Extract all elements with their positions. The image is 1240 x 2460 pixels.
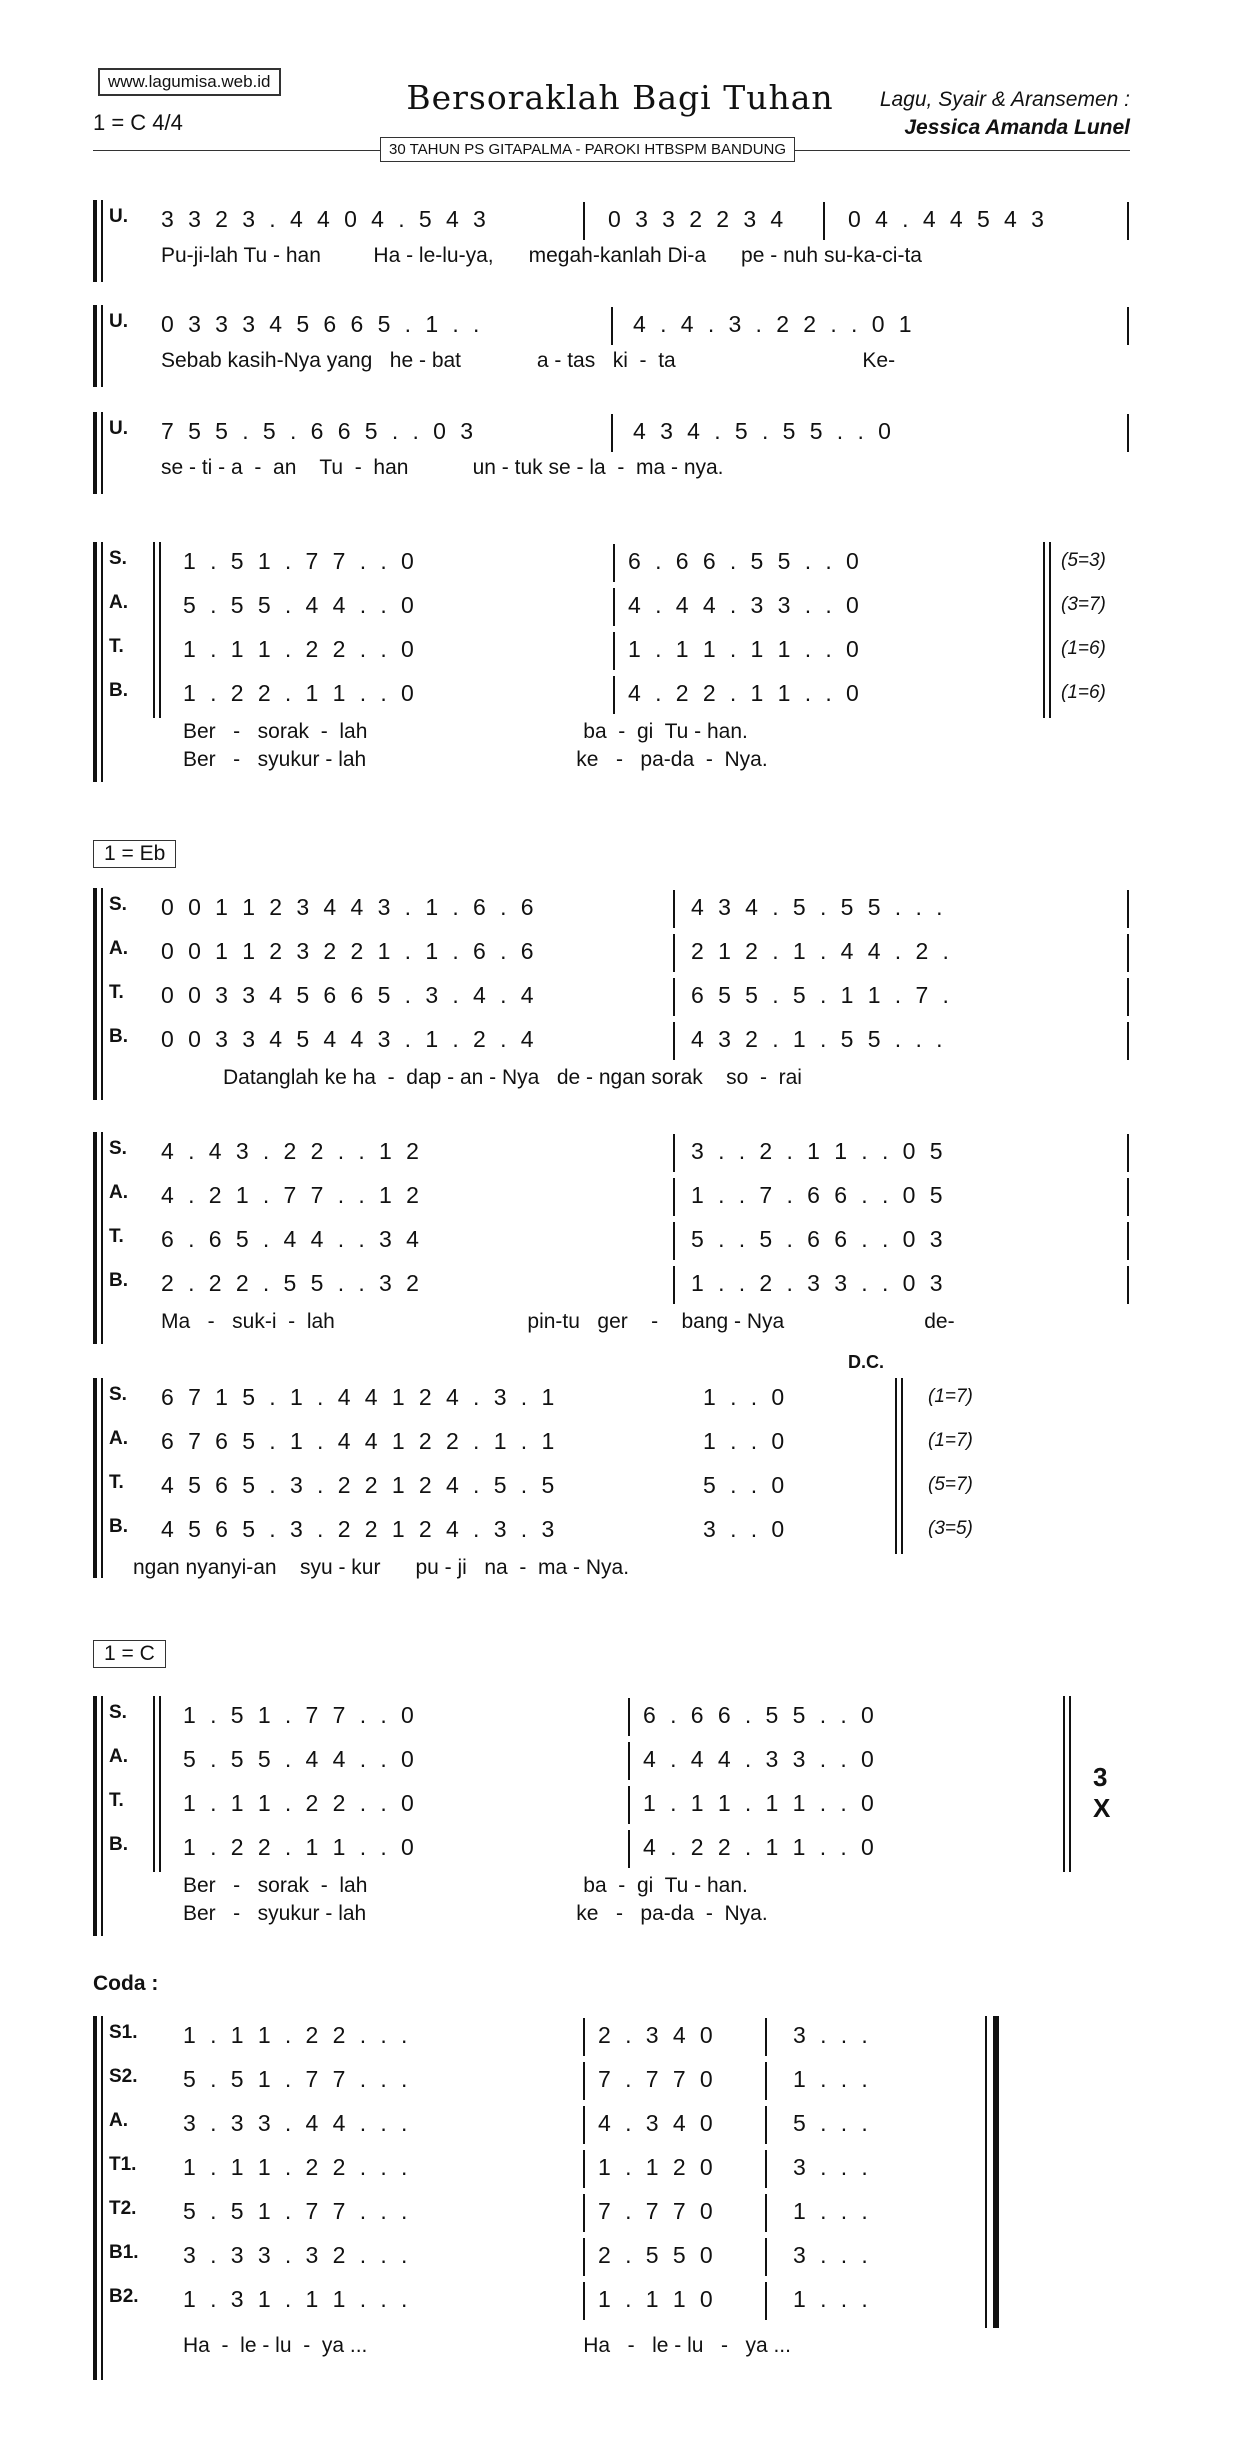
part-label: U. <box>109 311 128 332</box>
part-label: S. <box>109 548 127 569</box>
measure-notes: 4 5 6 5 . 3 . 2 2 1 2 4 . 3 . 3 <box>161 1516 555 1542</box>
unison-row <box>93 200 1130 244</box>
measure-notes: 3 . . . <box>793 2154 869 2180</box>
part-label: A. <box>109 938 128 959</box>
part-label: S. <box>109 894 127 915</box>
transpose-note: (5=7) <box>928 1474 973 1495</box>
part-label: B. <box>109 680 128 701</box>
measure-notes: 0 0 3 3 4 5 4 4 3 . 1 . 2 . 4 <box>161 1026 535 1052</box>
measure-notes: 1 . . . <box>793 2198 869 2224</box>
measure-notes: 3 . . 0 <box>703 1516 785 1542</box>
verse-system-3 <box>93 1378 1130 1578</box>
measure-notes: 1 . 1 1 . 2 2 . . 0 <box>183 1790 415 1816</box>
bass-row <box>93 1828 1053 1872</box>
measure-notes: 6 . 6 6 . 5 5 . . 0 <box>643 1702 875 1728</box>
measure-notes: 0 0 1 1 2 3 4 4 3 . 1 . 6 . 6 <box>161 894 535 920</box>
part-label: A. <box>109 1428 128 1449</box>
verse-system-2 <box>93 1132 1130 1344</box>
part-label: S. <box>109 1384 127 1405</box>
measure-notes: 1 . 1 1 . 1 1 . . 0 <box>643 1790 875 1816</box>
measure-notes: 4 . 2 2 . 1 1 . . 0 <box>643 1834 875 1860</box>
measure-notes: 1 . 5 1 . 7 7 . . 0 <box>183 1702 415 1728</box>
measure-notes: 1 . 2 2 . 1 1 . . 0 <box>183 680 415 706</box>
measure-notes: 7 . 7 7 0 <box>598 2198 714 2224</box>
tenor-row <box>93 1784 1053 1828</box>
measure-notes: 1 . 3 1 . 1 1 . . . <box>183 2286 408 2312</box>
soprano-row <box>93 542 1130 586</box>
measure-notes: 1 . 1 1 . 1 1 . . 0 <box>628 636 860 662</box>
part-label: B. <box>109 1270 128 1291</box>
tenor-row <box>93 1466 1130 1510</box>
coda-row-t2 <box>93 2192 983 2236</box>
bass-row <box>93 1264 1130 1308</box>
measure-notes: 1 . 1 1 . 2 2 . . . <box>183 2022 408 2048</box>
unison-system-1 <box>93 200 1130 282</box>
part-label: S2. <box>109 2066 138 2087</box>
measure-notes: 2 . 3 4 0 <box>598 2022 714 2048</box>
part-label: T2. <box>109 2198 137 2219</box>
key-signature: 1 = C 4/4 <box>93 110 183 135</box>
measure-notes: 3 . . . <box>793 2022 869 2048</box>
coda-row-b2 <box>93 2280 983 2324</box>
measure-notes: 3 . . . <box>793 2242 869 2268</box>
measure-notes: 4 . 3 4 0 <box>598 2110 714 2136</box>
part-label: T. <box>109 1790 124 1811</box>
measure-notes: 0 4 . 4 4 5 4 3 <box>848 206 1045 232</box>
tenor-row <box>93 630 1130 674</box>
measure-notes: 5 . . . <box>793 2110 869 2136</box>
measure-notes: 0 3 3 2 2 3 4 <box>608 206 784 232</box>
soprano-row <box>93 1132 1130 1176</box>
composer-name: Jessica Amanda Lunel <box>904 116 1130 139</box>
transpose-note: (1=7) <box>928 1430 973 1451</box>
measure-notes: 1 . . . <box>793 2066 869 2092</box>
measure-notes: 3 . 3 3 . 3 2 . . . <box>183 2242 408 2268</box>
measure-notes: 1 . . 0 <box>703 1428 785 1454</box>
part-label: U. <box>109 418 128 439</box>
lyrics-line: Datanglah ke ha - dap - an - Nya de - ngan sorak so - rai <box>223 1066 802 1089</box>
transpose-note: (3=5) <box>928 1518 973 1539</box>
dc-marking: D.C. <box>848 1352 884 1372</box>
part-label: T. <box>109 1226 124 1247</box>
measure-notes: 4 3 4 . 5 . 5 5 . . 0 <box>633 418 892 444</box>
measure-notes: 5 . 5 1 . 7 7 . . . <box>183 2066 408 2092</box>
coda-row-a <box>93 2104 983 2148</box>
part-label: A. <box>109 1746 128 1767</box>
lyrics-line: ngan nyanyi-an syu - kur pu - ji na - ma - Nya. <box>133 1556 630 1579</box>
part-label: S1. <box>109 2022 138 2043</box>
part-label: A. <box>109 2110 128 2131</box>
alto-row <box>93 932 1130 976</box>
transpose-note: (5=3) <box>1061 550 1106 571</box>
unison-row <box>93 305 1130 349</box>
measure-notes: 4 5 6 5 . 3 . 2 2 1 2 4 . 5 . 5 <box>161 1472 555 1498</box>
measure-notes: 0 0 3 3 4 5 6 6 5 . 3 . 4 . 4 <box>161 982 535 1008</box>
measure-notes: 0 3 3 3 4 5 6 6 5 . 1 . . <box>161 311 480 337</box>
alto-row <box>93 1422 1130 1466</box>
measure-notes: 5 . 5 5 . 4 4 . . 0 <box>183 592 415 618</box>
measure-notes: 3 3 2 3 . 4 4 0 4 . 5 4 3 <box>161 206 487 232</box>
part-label: B. <box>109 1516 128 1537</box>
lyrics-line-1: Ber - sorak - lah ba - gi Tu - han. <box>183 1874 748 1897</box>
alto-row <box>93 586 1130 630</box>
measure-notes: 1 . 5 1 . 7 7 . . 0 <box>183 548 415 574</box>
lyrics-line: Sebab kasih-Nya yang he - bat a - tas ki - ta Ke- <box>161 349 896 372</box>
part-label: B2. <box>109 2286 139 2307</box>
lyrics-line-1: Ber - sorak - lah ba - gi Tu - han. <box>183 720 748 743</box>
coda-label: Coda : <box>93 1972 159 1995</box>
part-label: T. <box>109 982 124 1003</box>
measure-notes: 6 . 6 6 . 5 5 . . 0 <box>628 548 860 574</box>
part-label: A. <box>109 592 128 613</box>
measure-notes: 4 . 4 4 . 3 3 . . 0 <box>628 592 860 618</box>
measure-notes: 4 . 4 3 . 2 2 . . 1 2 <box>161 1138 420 1164</box>
transpose-note: (3=7) <box>1061 594 1106 615</box>
key-change-c: 1 = C <box>93 1640 166 1668</box>
measure-notes: 4 . 4 . 3 . 2 2 . . 0 1 <box>633 311 913 337</box>
part-label: B1. <box>109 2242 139 2263</box>
lyrics-line: Ma - suk-i - lah pin-tu ger - bang - Nya de- <box>161 1310 955 1333</box>
coda-row-b1 <box>93 2236 983 2280</box>
tenor-row <box>93 976 1130 1020</box>
lyrics-line: se - ti - a - an Tu - han un - tuk se - la - ma - nya. <box>161 456 724 479</box>
part-label: T. <box>109 1472 124 1493</box>
tenor-row <box>93 1220 1130 1264</box>
transpose-note: (1=7) <box>928 1386 973 1407</box>
measure-notes: 4 . 2 2 . 1 1 . . 0 <box>628 680 860 706</box>
measure-notes: 3 . . 2 . 1 1 . . 0 5 <box>691 1138 944 1164</box>
soprano-row <box>93 1378 1130 1422</box>
transpose-note: (1=6) <box>1061 638 1106 659</box>
bass-row <box>93 1020 1130 1064</box>
unison-system-3 <box>93 412 1130 494</box>
measure-notes: 5 . 5 5 . 4 4 . . 0 <box>183 1746 415 1772</box>
measure-notes: 1 . 2 2 . 1 1 . . 0 <box>183 1834 415 1860</box>
part-label: S. <box>109 1702 127 1723</box>
measure-notes: 1 . . 0 <box>703 1384 785 1410</box>
measure-notes: 2 . 2 2 . 5 5 . . 3 2 <box>161 1270 420 1296</box>
part-label: A. <box>109 1182 128 1203</box>
measure-notes: 1 . 1 1 . 2 2 . . . <box>183 2154 408 2180</box>
alto-row <box>93 1740 1053 1784</box>
transpose-note: (1=6) <box>1061 682 1106 703</box>
song-title: Bersoraklah Bagi Tuhan <box>406 78 834 117</box>
part-label: U. <box>109 206 128 227</box>
measure-notes: 0 0 1 1 2 3 2 2 1 . 1 . 6 . 6 <box>161 938 535 964</box>
verse-system-1 <box>93 888 1130 1100</box>
unison-row <box>93 412 1130 456</box>
measure-notes: 5 . 5 1 . 7 7 . . . <box>183 2198 408 2224</box>
part-label: S. <box>109 1138 127 1159</box>
bass-row <box>93 1510 1130 1554</box>
unison-system-2 <box>93 305 1130 387</box>
chorus-system-1 <box>93 542 1130 782</box>
soprano-row <box>93 888 1130 932</box>
part-label: B. <box>109 1834 128 1855</box>
measure-notes: 1 . 1 1 . 2 2 . . 0 <box>183 636 415 662</box>
measure-notes: 4 3 2 . 1 . 5 5 . . . <box>691 1026 944 1052</box>
measure-notes: 1 . 1 1 0 <box>598 2286 714 2312</box>
part-label: T. <box>109 636 124 657</box>
lyrics-line-2: Ber - syukur - lah ke - pa-da - Nya. <box>183 1902 768 1925</box>
measure-notes: 4 . 4 4 . 3 3 . . 0 <box>643 1746 875 1772</box>
measure-notes: 1 . . . <box>793 2286 869 2312</box>
site-url: www.lagumisa.web.id <box>98 68 281 96</box>
part-label: B. <box>109 1026 128 1047</box>
measure-notes: 1 . . 2 . 3 3 . . 0 3 <box>691 1270 944 1296</box>
coda-row-s1 <box>93 2016 983 2060</box>
lyrics-line: Pu-ji-lah Tu - han Ha - le-lu-ya, megah-kanlah Di-a pe - nuh su-ka-ci-ta <box>161 244 922 267</box>
key-change-eb: 1 = Eb <box>93 840 176 868</box>
repeat-count: 3 X <box>1093 1762 1111 1823</box>
soprano-row <box>93 1696 1053 1740</box>
measure-notes: 6 7 1 5 . 1 . 4 4 1 2 4 . 3 . 1 <box>161 1384 555 1410</box>
lyrics-line-2: Ber - syukur - lah ke - pa-da - Nya. <box>183 748 768 771</box>
coda-row-t1 <box>93 2148 983 2192</box>
coda-row-s2 <box>93 2060 983 2104</box>
part-label: T1. <box>109 2154 137 2175</box>
credit-label: Lagu, Syair & Aransemen : <box>879 88 1130 111</box>
chorus-system-2 <box>93 1696 1130 1936</box>
measure-notes: 6 . 6 5 . 4 4 . . 3 4 <box>161 1226 420 1252</box>
subtitle-box: 30 TAHUN PS GITAPALMA - PAROKI HTBSPM BANDUNG <box>380 137 795 162</box>
measure-notes: 4 . 2 1 . 7 7 . . 1 2 <box>161 1182 420 1208</box>
measure-notes: 4 3 4 . 5 . 5 5 . . . <box>691 894 944 920</box>
bass-row <box>93 674 1130 718</box>
measure-notes: 5 . . 0 <box>703 1472 785 1498</box>
measure-notes: 7 . 7 7 0 <box>598 2066 714 2092</box>
measure-notes: 6 5 5 . 5 . 1 1 . 7 . <box>691 982 950 1008</box>
coda-system <box>93 2016 1003 2380</box>
lyrics-line: Ha - le - lu - ya ... Ha - le - lu - ya ... <box>183 2334 791 2357</box>
measure-notes: 2 . 5 5 0 <box>598 2242 714 2268</box>
measure-notes: 1 . . 7 . 6 6 . . 0 5 <box>691 1182 944 1208</box>
measure-notes: 5 . . 5 . 6 6 . . 0 3 <box>691 1226 944 1252</box>
measure-notes: 1 . 1 2 0 <box>598 2154 714 2180</box>
measure-notes: 2 1 2 . 1 . 4 4 . 2 . <box>691 938 950 964</box>
measure-notes: 6 7 6 5 . 1 . 4 4 1 2 2 . 1 . 1 <box>161 1428 555 1454</box>
measure-notes: 3 . 3 3 . 4 4 . . . <box>183 2110 408 2136</box>
alto-row <box>93 1176 1130 1220</box>
measure-notes: 7 5 5 . 5 . 6 6 5 . . 0 3 <box>161 418 474 444</box>
